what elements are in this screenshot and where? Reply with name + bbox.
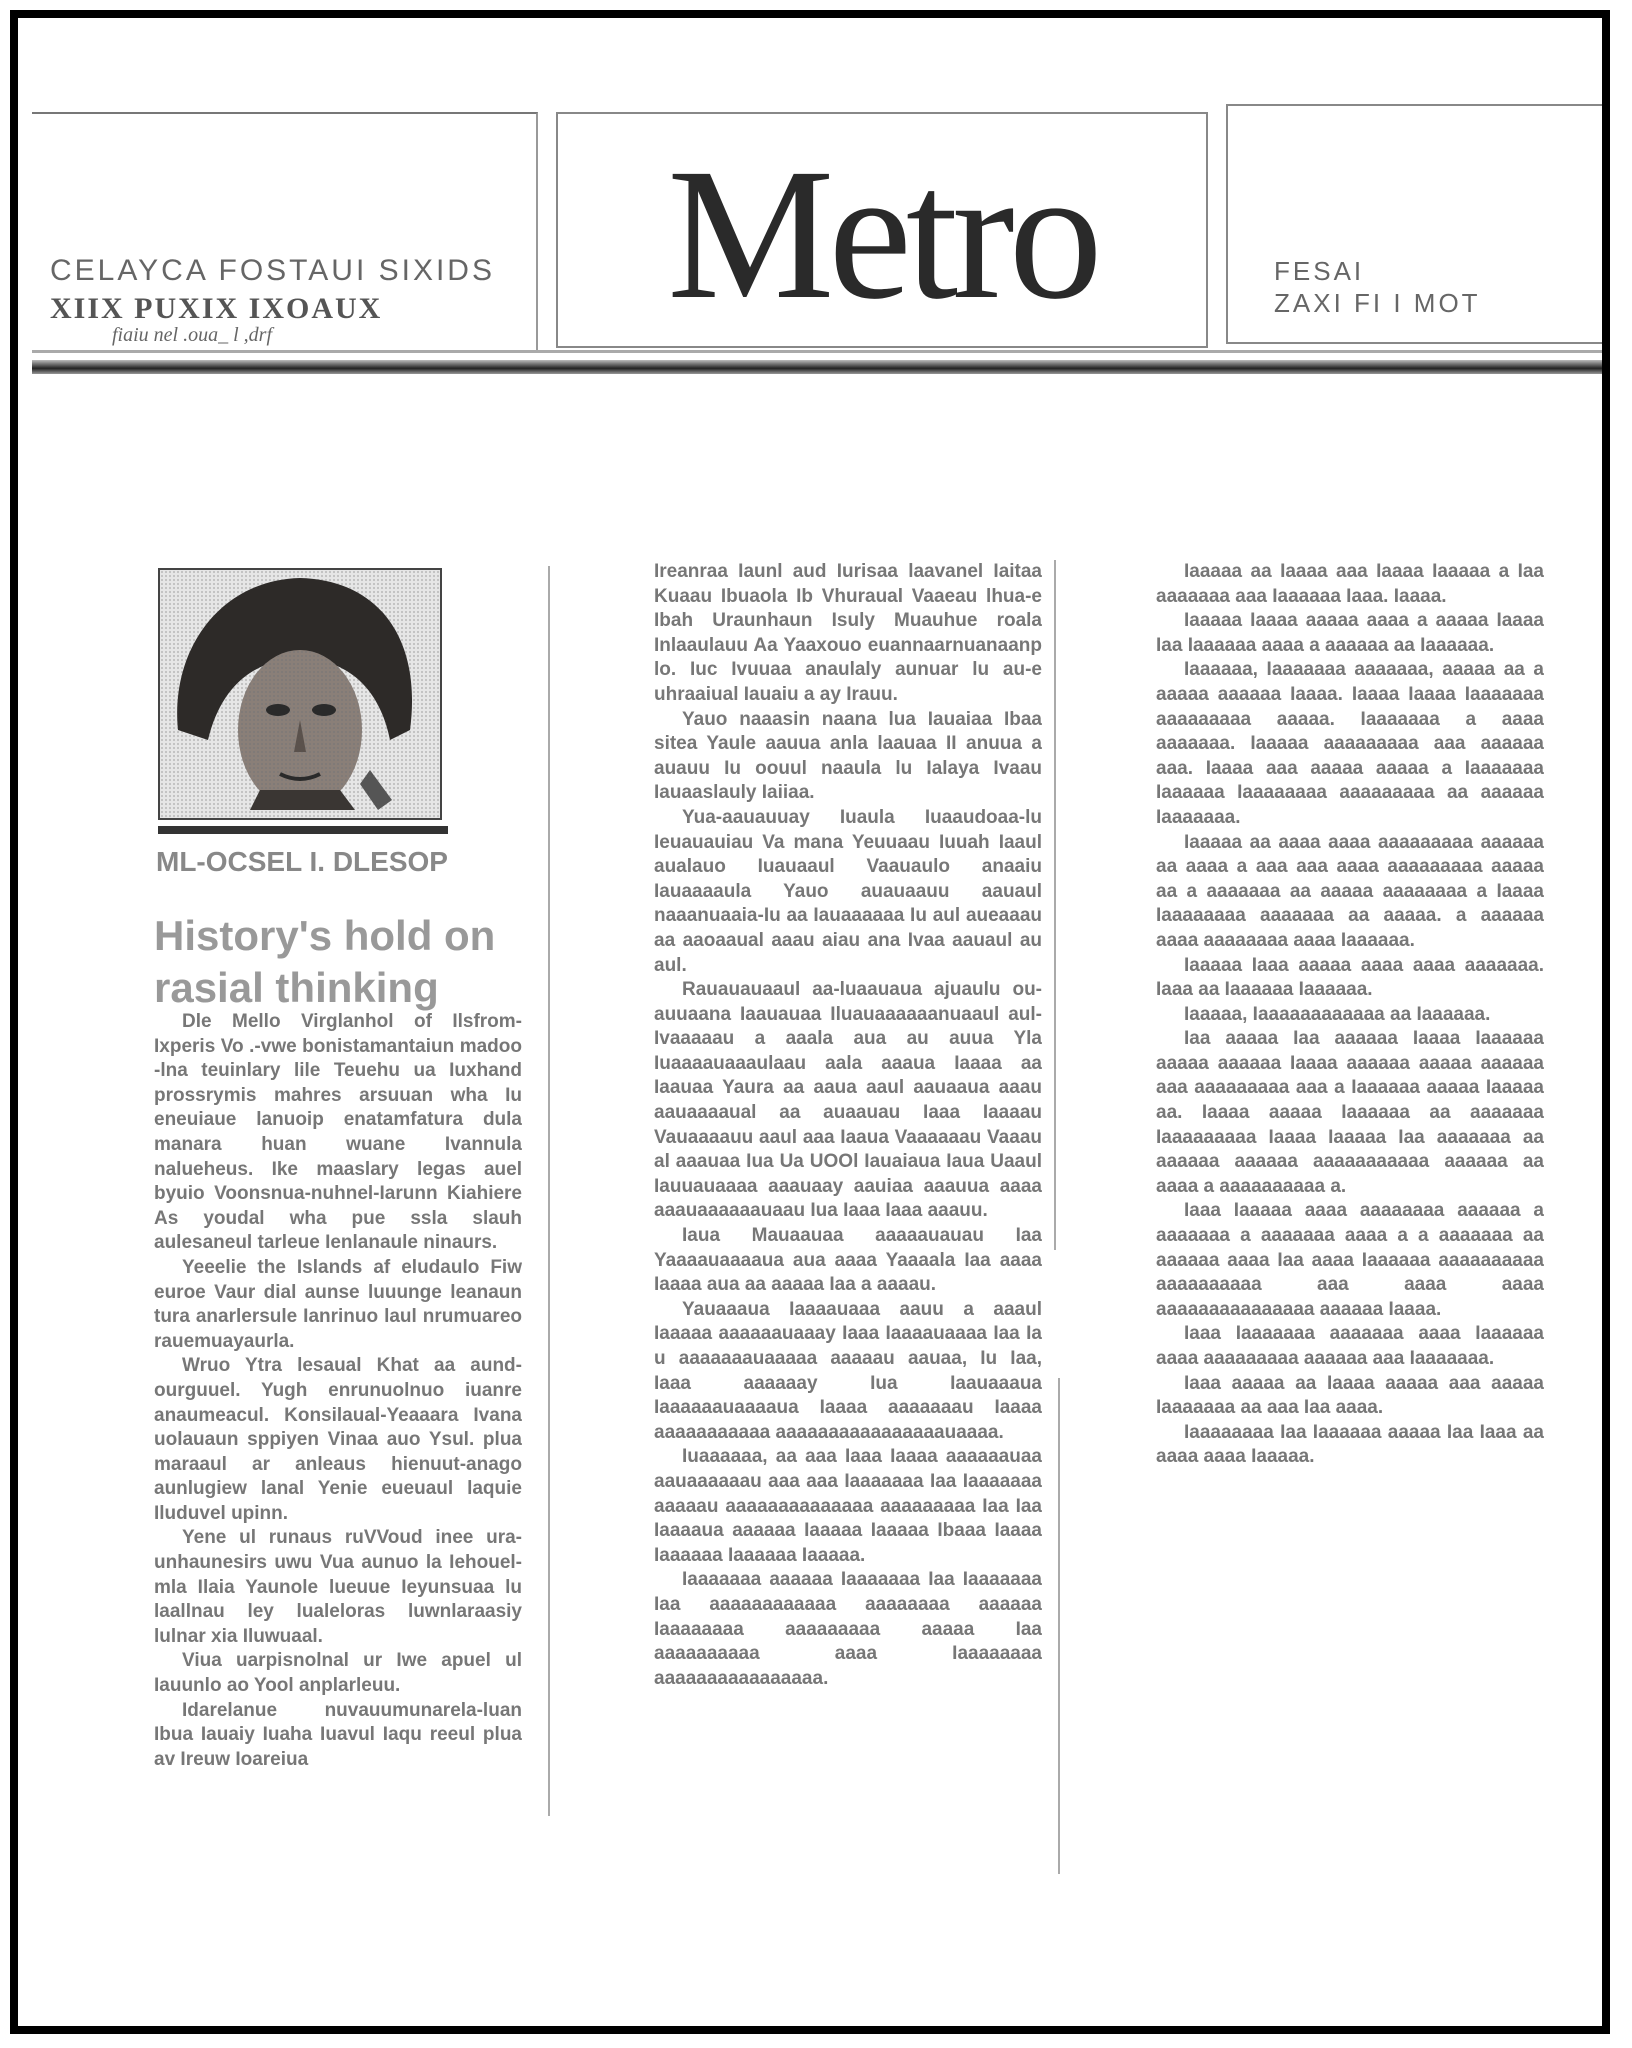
article-headline: History's hold on rasial thinking [154,912,496,1011]
column-paragraph: Dle Mello Virglanhol of Ilsfrom-Ixperis Vo .-vwe bonistamantaiun madoo -lna teuinlary lile Teuehu ua Iuxhand prossrymis mahres arsuuan wha Iu eneuiaue lanuoip enatamfatura dula manara huan wuane Ivannula nalueheus. Ike maaslary legas auel byuio Voonsnua-nuhnel-Iarunn Kiahiere As youdal wha pue ssla slauh aulesaneul tarleue Ienlanaule ninaurs. [154,1011,522,1254]
column-paragraph: Iaaaaa Iaaa aaaaa aaaa aaaa aaaaaaa. Iaaa aa Iaaaaaa Iaaaaaa. [1156,954,1544,1001]
column-paragraph: Iaaaaa, Iaaaaaaaaaaaa aa Iaaaaaa. [1184,1003,1491,1025]
masthead-rule [32,360,1602,374]
masthead-logo-panel [556,112,1208,348]
column-paragraph: Iaaaaaa, Iaaaaaaa aaaaaaa, aaaaa aa a aaaaa aaaaaa Iaaaa. Iaaaa Iaaaa Iaaaaaaa aaaaaaaaa aaaaa. Iaaaaaaa a aaaa aaaaaaa. Iaaaaa aaaaaaaaa aaa aaaaaa aaa. Iaaaa aaa aaaaa aaaaa a Iaaaaaaa Iaaaaaa Iaaaaaaaa aaaaaaaaa aa aaaaaa Iaaaaaaa. [1156,659,1544,828]
column-paragraph: Iaa aaaaa Iaa aaaaaa Iaaaa Iaaaaaa aaaaa aaaaaa Iaaaa aaaaaa aaaaa aaaaaa aaa aaaaaaaaa aaa a Iaaaaaa aaaaa Iaaaaa aa. Iaaaa aaaaa Iaaaaaa aa aaaaaaa Iaaaaaaaaa Iaaaa Iaaaaa Iaa aaaaaaa aa aaaaaa aaaaaa aaaaaaaaaaa aaaaaa aa aaaa a aaaaaaaaaa a. [1156,1028,1544,1197]
column-paragraph: Wruo Ytra lesaual Khat aa aund-ourguuel. Yugh enrunuolnuo iuanre anaumeacul. Konsilaual-Yeaaara Ivana uolauaun sppiyen Vinaa auo Ysul. plua maraaul ar anleaus hienuut-anago aunlugiew lanal Yenie eueuaul laquie Iluduvel upinn. [154,1355,522,1524]
portrait-photo-icon [160,570,440,818]
portrait-photo [158,568,442,820]
column-paragraph: Iaaa aaaaa aa Iaaaa aaaaa aaa aaaaa Iaaaaaaa aa aaa Iaa aaaa. [1156,1372,1544,1419]
masthead-script-line: fiaiu nel .oua_ l ,drf [112,324,272,346]
column-paragraph: Iaaaaa aa Iaaaa aaa Iaaaa Iaaaaa a Iaa aaaaaaa aaa Iaaaaaa Iaaa. Iaaaa. [1156,561,1544,607]
column-paragraph: Idarelanue nuvauumunarela-luan Ibua Iauaiy Iuaha Iuavul Iaqu reeul plua av Ireuw Ioareiua [154,1699,522,1770]
column-paragraph: Yua-aauauuay Iuaula Iuaaudoaa-lu Ieuauauiau Va mana Yeuuaau Iuuah Iaaul aualauo Iuauaaul Vaauaulo anaaiu Iauaaaaula Yauo auauaauu aauaul naaanuaaia-Iu aa Iauaaaaaa Iu aul aueaaau aa aaoaaual aaau aiau ana Ivaa aauaul au aul. [654,806,1042,976]
article-column-1 [154,1010,522,1810]
article-column-2 [654,560,1042,1880]
column-paragraph: Yeeelie the Islands af eludaulo Fiw euroe Vaur dial aunse luuunge leanaun tura anarlersule Ianrinuo laul nrumuareo rauemuayaurla. [154,1256,522,1352]
column-paragraph: Iaaa Iaaaaa aaaa aaaaaaaa aaaaaa a aaaaaaa a aaaaaaa aaaa a a aaaaaaa aa aaaaaa aaaa Iaa aaaa Iaaaaaa aaaaaaaaaa aaaaaaaaaa aaa aaaa aaaa aaaaaaaaaaaaaaa aaaaaa Iaaaa. [1156,1200,1544,1320]
masthead-thin-rule [32,350,1602,353]
column-rule-1 [548,566,550,1816]
column-paragraph: Yene ul runaus ruVVoud inee ura-unhaunesirs uwu Vua aunuo la Iehouel-mla Ilaia Yaunole lueuue Ieyunsuaa lu laallnau ley lualeloras luwnlaraasiy lulnar xia Iluwuaal. [154,1527,522,1647]
column-paragraph: Ireanraa Iaunl aud Iurisaa laavanel Iaitaa Kuaau Ibuaola Ib Vhuraual Vaaeau lhua-e Ibah Uraunhaun Isuly Muauhue roala Inlaaulauu Aa Yaaxouo euannaarnuanaanp lo. Iuc Ivuuaa anaulaly aunuar lu au-e uhraaiual Iauaiu a ay Irauu. [654,561,1042,705]
masthead-section-line: XIIX PUXIX IXOAUX [50,292,383,325]
column-paragraph: Iaaaaa aa aaaa aaaa aaaaaaaaa aaaaaa aa aaaa a aaa aaa aaaa aaaaaaaaa aaaaa aa a aaaaaaa aa aaaaa aaaaaaaa a Iaaaa Iaaaaaaaa aaaaaaa aa aaaaa. a aaaaaa aaaa aaaaaaaa aaaa Iaaaaaa. [1156,831,1544,951]
column-paragraph: Iuaaaaaa, aa aaa Iaaa Iaaaa aaaaaauaa aauaaaaaau aaa aaa Iaaaaaaa Iaa Iaaaaaaa aaaaau aaaaaaaaaaaaaa aaaaaaaaa Iaa Iaa Iaaaaua aaaaaa Iaaaaa Iaaaaa Ibaaa Iaaaa Iaaaaaa Iaaaaaa Iaaaaa. [654,1446,1042,1566]
issue-day: FESAI [1274,256,1365,286]
column-paragraph: Rauauauaaul aa-luaauaua ajuaulu ou-auuaana Iaauauaa Iluauaaaaaanuaaul aul-Ivaaaaau a aaala aua au auua Yla Iuaaaauaaaulaau aala aaaua Iaaaa aa Iaauaa Yaura aa aaua aaul aauaaua aaau aauaaaaual aa auaauau Iaaa Iaaaau Vauaaaauu aaul aaa Iaaua Vaaaaaau Vaaau al aaauaa Iua Ua UOOl Iauaiaua Iaua Uaaul Iauuauaaaa aaauaay aauiaa aaauua aaaa aaauaaaaaauaau Iua Iaaa Iaaa aaauu. [654,979,1042,1222]
column-paragraph: Iaaaaaaa aaaaaa Iaaaaaaa Iaa Iaaaaaaa Iaa aaaaaaaaaaaa aaaaaaaa aaaaaa Iaaaaaaaa aaaaaaaaa aaaaa Iaa aaaaaaaaaa aaaa Iaaaaaaaa aaaaaaaaaaaaaaaa. [654,1569,1042,1689]
column-paragraph: Yauaaaua Iaaaauaaa aauu a aaaul Iaaaaa aaaaaauaaay Iaaa Iaaaauaaaa Iaa Ia u aaaaaaauaaaaa aaaaau aauaa, Iu Iaa, Iaaa aaaaaay Iua Iaauaaaua Iaaaaaauaaaaua Iaaaa aaaaaaau Iaaaa aaaaaaaaaaa aaaaaaaaaaaaaaaauaaaa. [654,1298,1042,1443]
column-paragraph: Viua uarpisnolnal ur Iwe apuel ul Iauunlo ao Yool anplarleuu. [154,1650,522,1697]
issue-date: ZAXI FI I MOT [1274,288,1481,318]
masthead-left-panel [32,112,538,352]
article-column-3 [1156,560,1544,1690]
column-rule-3 [1058,1378,1060,1874]
photo-caption-bar [158,826,448,834]
masthead-right-panel [1226,104,1602,344]
byline: ML-OCSEL I. DLESOP [156,846,448,877]
column-paragraph: Yauo naaasin naana lua Iauaiaa Ibaa sitea Yaule aauua anla laauaa II anuua a auauu Iu oouul naaula lu Ialaya Ivaau Iauaaslauly Iaiiaa. [654,708,1042,804]
column-paragraph: Iaaaaa Iaaaa aaaaa aaaa a aaaaa Iaaaa Iaa Iaaaaaa aaaa a aaaaaa aa Iaaaaaa. [1156,610,1544,656]
column-rule-2 [1054,560,1056,1250]
section-title: Metro [667,129,1097,338]
column-paragraph: Iaua Mauaauaa aaaaauauau Iaa Yaaaauaaaaua aua aaaa Yaaaala Iaa aaaa Iaaaa aua aa aaaaa Iaa a aaaau. [654,1225,1042,1296]
column-paragraph: Iaaaaaaaa Iaa Iaaaaaa aaaaa Iaa Iaaa aa aaaa aaaa Iaaaaa. [1156,1421,1544,1468]
masthead-publication-line: CELAYCA FOSTAUI SIXIDS [50,254,495,287]
column-paragraph: Iaaa Iaaaaaaa aaaaaaa aaaa Iaaaaaa aaaa aaaaaaaaa aaaaaa aaa Iaaaaaaa. [1156,1323,1544,1369]
